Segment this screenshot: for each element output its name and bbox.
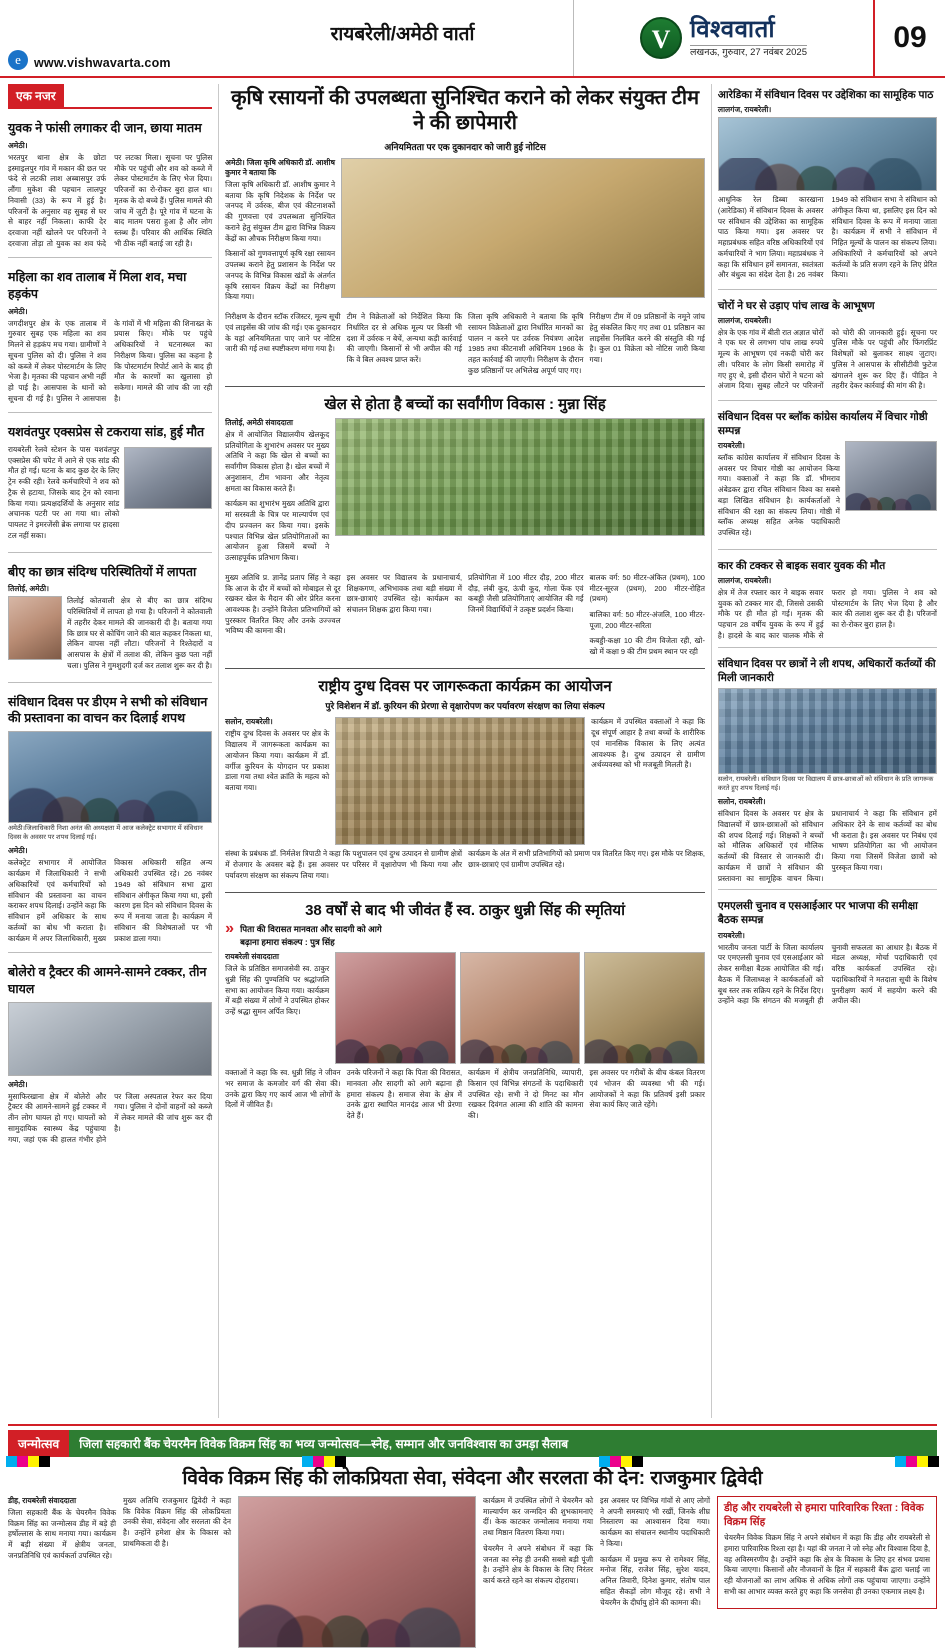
- lead-byline: अमेठी। जिला कृषि अधिकारी डॉ. आशीष कुमार ने बताया कि: [225, 158, 335, 177]
- feature-para-1: मुख्य अतिथि राजकुमार द्विवेदी ने कहा कि विवेक विक्रम सिंह की लोकप्रियता उनकी सेवा, संवेदना और सरलता की देन है। उन्होंने हमेशा क्षेत्र के विकास को प्राथमिकता दी है।: [123, 1496, 231, 1548]
- left-column: [8, 84, 212, 1418]
- column-divider-1: [218, 84, 219, 1418]
- sports-byline: तिलोई, अमेठी संवाददाता: [225, 417, 294, 427]
- cmyk-cyan-swatch-4: [895, 1456, 906, 1467]
- memorial-para-4: इस अवसर पर गरीबों के बीच कंबल वितरण एवं भोजन की व्यवस्था भी की गई। आयोजकों ने कहा कि प्रतिवर्ष इसी प्रकार सेवा कार्य किए जाते रहेंगे।: [589, 1068, 705, 1110]
- right-body-2: ब्लॉक कांग्रेस कार्यालय में संविधान दिवस के अवसर पर विचार गोष्ठी का आयोजन किया गया। वक्ताओं ने कहा कि डॉ. भीमराव अंबेडकर द्वारा रचित संविधान विश्व का सबसे बड़ा लिखित संविधान है। कार्यकर्ताओं ने संविधान की रक्षा का संकल्प लिया। गोष्ठी में ब्लॉक अध्यक्ष सहित अनेक पदाधिकारी उपस्थित रहे।: [717, 452, 840, 538]
- right-body-4: संविधान दिवस के अवसर पर क्षेत्र के विद्यालयों में छात्र-छात्राओं को संविधान की शपथ दिलाई गई। शिक्षकों ने बच्चों को मौलिक अधिकारों एवं मौलिक कर्तव्यों की विस्तार से जानकारी दी। कार्यक्रम में छात्रों ने संविधान की प्रस्तावना का सामूहिक वाचन किया। प्रधानाचार्य ने कहा कि संविधान हमें अधिकार देने के साथ कर्तव्यों का बोध भी कराता है। इस अवसर पर निबंध एवं भाषण प्रतियोगिता का भी आयोजन किया गया जिसमें विजेता छात्रों को पुरस्कृत किया गया।: [717, 809, 937, 883]
- cmyk-magenta-swatch-2: [313, 1456, 324, 1467]
- feature-sidebar-headline: डीह और रायबरेली से हमारा पारिवारिक रिश्ता : विवेक विक्रम सिंह: [724, 1502, 924, 1528]
- feature-sidebar: [717, 1496, 937, 1609]
- left-body-2: रायबरेली रेलवे स्टेशन के पास यशवंतपुर एक्सप्रेस की चपेट में आने से एक सांड की मौत हो गई। घटना के बाद कुछ देर के लिए ट्रेन रुकी रही। रेलवे कर्मचारियों ने शव को ट्रैक से हटाया, जिसके बाद ट्रेन को रवाना किया गया। प्रत्यक्षदर्शियों के अनुसार सांड अचानक पटरी पर आ गया था। लोको पायलट ने इमरजेंसी ब्रेक लगाया पर हादसा टल नहीं सका।: [8, 444, 120, 540]
- left-headline-0[interactable]: युवक ने फांसी लगाकर दी जान, छाया मातम: [8, 121, 202, 135]
- lead-para-4: जिला कृषि अधिकारी ने बताया कि कृषि रसायन विक्रेताओं द्वारा निर्धारित मानकों का पालन न करने पर उर्वरक नियंत्रण आदेश 1985 तथा कीटनाशी अधिनियम 1968 के तहत कार्रवाई की जाएगी। निरीक्षण के दौरान कुछ प्रतिष्ठानों पर अभिलेख अपूर्ण पाए गए।: [468, 312, 584, 375]
- cmyk-yellow-swatch-3: [621, 1456, 632, 1467]
- left-headline-3[interactable]: बीए का छात्र संदिग्ध परिस्थितियों में लापता: [8, 564, 197, 579]
- newspaper-logo-icon: V: [640, 17, 682, 59]
- cmyk-black-swatch-2: [335, 1456, 346, 1467]
- accident-photo: [8, 1002, 212, 1076]
- left-byline-5: अमेठी।: [8, 1079, 28, 1089]
- right-byline-0: लालगंज, रायबरेली।: [717, 105, 772, 115]
- sports-para-1: कार्यक्रम का शुभारंभ मुख्य अतिथि द्वारा मां सरस्वती के चित्र पर माल्यार्पण एवं दीप प्रज्वलन कर किया गया। इसके पश्चात विभिन्न खेल प्रतियोगिताओं का आयोजन हुआ जिसमें बच्चों ने उत्साहपूर्वक प्रतिभाग किया।: [225, 499, 330, 563]
- cmyk-yellow-swatch-2: [324, 1456, 335, 1467]
- milk-subhead: पुरे विशेशन में डॉ. कुरियन की प्रेरणा से वृक्षारोपण कर पर्यावरण संरक्षण का लिया संकल्प: [325, 701, 605, 712]
- right-headline-0[interactable]: आरेडिका में संविधान दिवस पर उद्देशिका का सामूहिक पाठ: [717, 89, 934, 101]
- dm-oath-ceremony-photo: [8, 731, 212, 823]
- feature-band-text: जिला सहकारी बैंक चेयरमैन विवेक विक्रम सिंह का भव्य जन्मोत्सव—स्नेह, सम्मान और जनविश्वास का उमड़ा सैलाब: [69, 1430, 937, 1457]
- cmyk-black-swatch: [39, 1456, 50, 1467]
- students-oath-caption: सलोन, रायबरेली। संविधान दिवस पर विद्यालय में छात्र-छात्राओं को संविधान के प्रति जागरूक करते हुए शपथ दिलाई गई।: [717, 776, 934, 792]
- sports-event-photo: [335, 418, 705, 536]
- memorial-para-3: कार्यक्रम में क्षेत्रीय जनप्रतिनिधि, व्यापारी, किसान एवं विभिन्न संगठनों के पदाधिकारी उपस्थित रहे। सभी ने दो मिनट का मौन रखकर दिवंगत आत्मा की शांति की कामना की।: [468, 1068, 584, 1120]
- sports-result-2: कबड्डी-कक्षा 10 की टीम विजेता रही, खो-खो में कक्षा 9 की टीम प्रथम स्थान पर रही: [589, 636, 705, 657]
- sports-headline[interactable]: खेल से होता है बच्चों का सर्वांगीण विकास : मुन्ना सिंह: [324, 396, 606, 414]
- ek-nazar-kicker: एक नजर: [8, 84, 64, 107]
- memorial-photo-2: [460, 952, 581, 1064]
- memorial-photo-1: [335, 952, 456, 1064]
- right-byline-3: लालगंज, रायबरेली।: [717, 576, 772, 586]
- feature-para-5: कार्यक्रम में प्रमुख रूप से रामेश्वर सिंह, मनोज सिंह, राजेश सिंह, सुरेश यादव, अनिल तिवारी, दिनेश कुमार, संतोष पाल सहित सैकड़ों लोग मौजूद रहे। सभी ने चेयरमैन के दीर्घायु होने की कामना की।: [600, 1554, 710, 1607]
- page-number: 09: [873, 0, 945, 76]
- left-headline-5[interactable]: बोलेरो व ट्रैक्टर की आमने-सामने टक्कर, तीन घायल: [8, 964, 207, 996]
- right-byline-1: लालगंज, रायबरेली।: [717, 315, 772, 325]
- feature-kicker: जन्मोत्सव: [8, 1430, 69, 1457]
- ek-nazar-kicker-bar: [8, 84, 212, 109]
- right-headline-5[interactable]: एमएलसी चुनाव व एसआईआर पर भाजपा की समीक्षा बैठक सम्पन्न: [717, 900, 918, 927]
- cmyk-yellow-swatch-4: [917, 1456, 928, 1467]
- sports-para-2: मुख्य अतिथि प्र. ज्ञानेंद्र प्रताप सिंह ने कहा कि आज के दौर में बच्चों को मोबाइल से दूर रखकर खेल के मैदान की ओर प्रेरित करना आवश्यक है। उन्होंने विजेता प्रतिभागियों को पुरस्कार वितरित किए और उनके उज्ज्वल भविष्य की कामना की।: [225, 572, 341, 636]
- cmyk-cyan-swatch: [6, 1456, 17, 1467]
- lead-para-3: टीम ने विक्रेताओं को निर्देशित किया कि निर्धारित दर से अधिक मूल्य पर किसी भी दशा में उर्वरक न बेचें, अन्यथा कड़ी कार्रवाई की जाएगी। किसानों से भी अपील की गई कि वे बिल अवश्य प्राप्त करें।: [346, 312, 463, 365]
- left-byline-3: तिलोई, अमेठी।: [8, 584, 49, 594]
- milk-day-program-photo: [335, 717, 585, 845]
- milk-headline[interactable]: राष्ट्रीय दुग्ध दिवस पर जागरूकता कार्यक्रम का आयोजन: [318, 677, 612, 695]
- feature-para-3: चेयरमैन ने अपने संबोधन में कहा कि जनता का स्नेह ही उनकी सबसे बड़ी पूंजी है। उन्होंने क्षेत्र के विकास के लिए निरंतर कार्य करते रहने का संकल्प दोहराया।: [483, 1543, 593, 1586]
- left-headline-1[interactable]: महिला का शव तालाब में मिला शव, मचा हड़कंप: [8, 269, 187, 301]
- dm-oath-photo-caption: अमेठी।जिलाधिकारी निशा अनंत की अध्यक्षता में आज कलेक्ट्रेट सभागार में संविधान दिवस के अवसर पर शपथ दिलाई गई।: [8, 825, 203, 841]
- newspaper-name: विश्ववार्ता: [689, 16, 776, 44]
- right-body-3: क्षेत्र में तेज रफ्तार कार ने बाइक सवार युवक को टक्कर मार दी, जिससे उसकी मौके पर ही मौत हो गई। मृतक की पहचान 28 वर्षीय युवक के रूप में हुई है। हादसे के बाद कार चालक मौके से फरार हो गया। पुलिस ने शव को पोस्टमार्टम के लिए भेज दिया है और कार की तलाश शुरू कर दी है। परिजनों का रो-रोकर बुरा हाल है।: [717, 588, 937, 640]
- congress-office-meeting-photo: [845, 441, 937, 511]
- right-byline-2: रायबरेली।: [717, 440, 745, 450]
- left-body-4: कलेक्ट्रेट सभागार में आयोजित कार्यक्रम में जिलाधिकारी ने सभी अधिकारियों एवं कर्मचारियों को संविधान की प्रस्तावना का वाचन कराकर शपथ दिलाई। उन्होंने कहा कि संविधान हमें अधिकार के साथ कर्तव्यों का बोध भी कराता है। कार्यक्रम में अपर जिलाधिकारी, मुख्य विकास अधिकारी सहित अन्य अधिकारी उपस्थित रहे। 26 नवंबर 1949 को संविधान सभा द्वारा संविधान अंगीकृत किया गया था, इसी कारण इस दिन को संविधान दिवस के रूप में मनाया जाता है। कार्यक्रम में संविधान की विशेषताओं पर भी प्रकाश डाला गया।: [8, 858, 213, 943]
- lead-para-2: निरीक्षण के दौरान स्टॉक रजिस्टर, मूल्य सूची एवं लाइसेंस की जांच की गई। एक दुकानदार के यहां अनियमितता पाए जाने पर नोटिस जारी की गई तथा स्पष्टीकरण मांगा गया है।: [225, 312, 341, 354]
- globe-icon: e: [8, 50, 28, 70]
- railway-station-photo: [124, 447, 212, 509]
- cmyk-magenta-swatch-4: [906, 1456, 917, 1467]
- milk-para-3: कार्यक्रम के अंत में सभी प्रतिभागियों को प्रमाण पत्र वितरित किए गए। इस मौके पर शिक्षक, छात्र-छात्राएं एवं ग्रामीण उपस्थित रहे।: [468, 849, 705, 870]
- logo-block: [573, 0, 873, 76]
- left-headline-4[interactable]: संविधान दिवस पर डीएम ने सभी को संविधान की प्रस्तावना का वाचन कर दिलाई शपथ: [8, 694, 208, 726]
- left-body-3: तिलोई कोतवाली क्षेत्र से बीए का छात्र संदिग्ध परिस्थितियों में लापता हो गया है। परिजनों ने कोतवाली में तहरीर देकर मामले की जानकारी दी है। बताया गया कि छात्र घर से कोचिंग जाने की बात कहकर निकला था, लेकिन वापस नहीं लौटा। परिजनों ने रिश्तेदारों व आसपास के क्षेत्रों में तलाश की, लेकिन कुछ पता नहीं चला। पुलिस ने गुमशुदगी दर्ज कर तलाश शुरू कर दी है।: [67, 596, 213, 670]
- page-content: [0, 78, 945, 1418]
- section-title: रायबरेली/अमेठी वार्ता: [330, 24, 475, 45]
- right-headline-4[interactable]: संविधान दिवस पर छात्रों ने ली शपथ, अधिकारों कर्तव्यों की मिली जानकारी: [717, 657, 936, 684]
- lead-para-1: किसानों को गुणवत्तापूर्ण कृषि रक्षा रसायन उपलब्ध कराने हेतु प्रशासन के निर्देश पर जनपद के विभिन्न विकास खंडों के अंतर्गत कृषि रसायन विक्रय केंद्रों का निरीक्षण किया गया।: [225, 249, 336, 302]
- left-byline-4: अमेठी।: [8, 846, 28, 856]
- cmyk-registration-strip: [0, 1448, 945, 1474]
- milk-para-1: कार्यक्रम में उपस्थित वक्ताओं ने कहा कि दूध संपूर्ण आहार है तथा बच्चों के शारीरिक एवं मानसिक विकास के लिए अत्यंत आवश्यक है। दुग्ध उत्पादन से ग्रामीण अर्थव्यवस्था को भी मजबूती मिलती है।: [591, 717, 705, 770]
- sports-result-1: बालिका वर्ग: 50 मीटर-अंजलि, 100 मीटर-पूजा, 200 मीटर-सरिता: [589, 610, 705, 630]
- website-url[interactable]: www.vishwavarta.com: [34, 56, 171, 70]
- right-body-1: क्षेत्र के एक गांव में बीती रात अज्ञात चोरों ने एक घर से लगभग पांच लाख रुपये मूल्य के आभूषण एवं नकदी चोरी कर ली। परिवार के लोग किसी समारोह में गए हुए थे, इसी दौरान चोरों ने घटना को अंजाम दिया। सुबह लौटने पर परिजनों को चोरी की जानकारी हुई। सूचना पर पुलिस मौके पर पहुंची और फिंगरप्रिंट विशेषज्ञों को बुलाकर साक्ष्य जुटाए। पुलिस ने आसपास के सीसीटीवी फुटेज खंगालने शुरू कर दिए हैं। पीड़ित ने तहरीर देकर कार्रवाई की मांग की है।: [717, 327, 937, 391]
- raid-inspection-photo: [341, 158, 705, 298]
- right-byline-5: रायबरेली।: [717, 930, 745, 940]
- milk-para-2: संस्था के प्रबंधक डॉ. निर्मलेश त्रिपाठी ने कहा कि पशुपालन एवं दुग्ध उत्पादन से ग्रामीण क्षेत्रों में रोजगार के अवसर बढ़े हैं। इस अवसर पर परिसर में वृक्षारोपण भी किया गया और पर्यावरण संरक्षण का संकल्प लिया गया।: [225, 849, 463, 880]
- lead-para-5: निरीक्षण टीम में 09 प्रतिष्ठानों के नमूने जांच हेतु संकलित किए गए तथा 01 प्रतिष्ठान का लाइसेंस निलंबित करने की संस्तुति की गई है। कुल 01 विक्रेता को नोटिस जारी किया गया।: [589, 312, 705, 365]
- cmyk-black-swatch-3: [632, 1456, 643, 1467]
- aredika-constitution-day-photo: [718, 117, 937, 191]
- left-byline-0: अमेठी।: [8, 140, 28, 150]
- memorial-para-1: वक्ताओं ने कहा कि स्व. धुन्नी सिंह ने जीवन भर समाज के कमजोर वर्ग की सेवा की। उनके द्वारा किए गए कार्य आज भी लोगों के दिलों में जीवित हैं।: [225, 1068, 341, 1110]
- students-oath-photo: [718, 688, 937, 774]
- birthday-celebration-photo: [238, 1496, 476, 1648]
- cmyk-black-swatch-4: [928, 1456, 939, 1467]
- left-body-0: भरतपुर थाना क्षेत्र के छोटा इस्माइलपुर गांव में मकान की छत पर फंदे से लटकी लाश अब्बासपुर उर्फ लौंगा मुकेश की पहचान लालपुर निवासी (33) के रूप में हुई है। परिजनों के अनुसार वह सुबह से घर से बाहर नहीं निकला। काफी देर दरवाजा नहीं खोलने पर परिजनों ने दरवाजा तोड़ा तो युवक का शव फंदे पर लटका मिला। सूचना पर पुलिस मौके पर पहुंची और शव को कब्जे में लेकर पोस्टमार्टम के लिए भेज दिया। परिजनों का रो-रोकर बुरा हाल था। मृतक के दो बच्चे हैं। पुलिस मामले की जांच में जुटी है। पूरे गांव में घटना के बाद मातम पसरा हुआ है और लोग स्तब्ध हैं। परिवार की आर्थिक स्थिति भी ठीक नहीं बताई जा रही है।: [8, 152, 213, 248]
- cmyk-yellow-swatch: [28, 1456, 39, 1467]
- sports-para-4: प्रतियोगिता में 100 मीटर दौड़, 200 मीटर दौड़, लंबी कूद, ऊंची कूद, गोला फेंक एवं कबड्डी जैसी प्रतियोगिताएं आयोजित की गईं जिनमें विद्यार्थियों ने उत्कृष्ट प्रदर्शन किया।: [468, 572, 584, 614]
- right-byline-4: सलोन, रायबरेली।: [717, 797, 766, 807]
- right-column: [718, 84, 937, 1418]
- cmyk-magenta-swatch-3: [610, 1456, 621, 1467]
- milk-byline: सलोन, रायबरेली।: [225, 717, 273, 727]
- left-headline-2[interactable]: यशवंतपुर एक्सप्रेस से टकराया सांड, हुई मौत: [8, 425, 205, 440]
- cmyk-cyan-swatch-2: [302, 1456, 313, 1467]
- right-headline-1[interactable]: चोरों ने घर से उड़ाए पांच लाख के आभूषण: [717, 299, 875, 312]
- lead-subhead: अनियमितता पर एक दुकानदार को जारी हुई नोटिस: [384, 142, 546, 152]
- sports-para-3: इस अवसर पर विद्यालय के प्रधानाचार्य, शिक्षकगण, अभिभावक तथा बड़ी संख्या में छात्र-छात्राएं उपस्थित रहे। कार्यक्रम का संचालन शिक्षक द्वारा किया गया।: [346, 572, 463, 614]
- sports-result-0: बालक वर्ग: 50 मीटर-अंकित (प्रथम), 100 मीटर-सूरज (प्रथम), 200 मीटर-रोहित (प्रथम): [589, 572, 705, 604]
- feature-title[interactable]: विवेक विक्रम सिंह की लोकप्रियता सेवा, संवेदना और सरलता की देन: राजकुमार द्विवेदी: [182, 1468, 763, 1489]
- memorial-para-2: उनके परिजनों ने कहा कि पिता की विरासत, मानवता और सादगी को आगे बढ़ाना ही हमारा संकल्प है। समाज सेवा के क्षेत्र में उनके द्वारा स्थापित मानदंड आज भी प्रेरणा देते हैं।: [346, 1068, 463, 1120]
- right-headline-2[interactable]: संविधान दिवस पर ब्लॉक कांग्रेस कार्यालय में विचार गोष्ठी सम्पन्न: [717, 410, 928, 437]
- lead-para-0: जिला कृषि अधिकारी डॉ. आशीष कुमार ने बताया कि कृषि निदेशक के निर्देश पर जनपद में उर्वरक, बीज एवं कीटनाशकों की गुणवत्ता एवं उपलब्धता सुनिश्चित कराने हेतु संयुक्त टीम द्वारा विभिन्न विक्रय केंद्रों का औचक निरीक्षण किया गया।: [225, 180, 336, 243]
- left-body-1: जगदीशपुर क्षेत्र के एक तालाब में गुरुवार सुबह एक महिला का शव मिलने से हड़कंप मच गया। ग्रामीणों ने सूचना पुलिस को दी। पुलिस ने शव को कब्जे में लेकर पोस्टमार्टम के लिए भेजा है। मृतका की पहचान अभी नहीं हो पाई है। आसपास के थानों को सूचना दी गई है। पुलिस ने आसपास के गांवों में भी महिला की शिनाख्त के प्रयास किए। मौके पर पहुंचे अधिकारियों ने घटनास्थल का निरीक्षण किया। पुलिस का कहना है कि पोस्टमार्टम रिपोर्ट आने के बाद ही मौत के कारणों का खुलासा हो सकेगा। मामले की जांच की जा रही है।: [8, 318, 213, 403]
- column-divider-2: [711, 84, 712, 1418]
- sports-para-0: क्षेत्र में आयोजित विद्यालयीय खेलकूद प्रतियोगिता के शुभारंभ अवसर पर मुख्य अतिथि ने कहा कि खेल से बच्चों का सर्वांगीण विकास होता है। खेल बच्चों में अनुशासन, टीम भावना और नेतृत्व क्षमता का विकास करते हैं।: [225, 429, 330, 493]
- feature-sidebar-body: चेयरमैन विवेक विक्रम सिंह ने अपने संबोधन में कहा कि डीह और रायबरेली से हमारा पारिवारिक रिश्ता रहा है। यहां की जनता ने जो स्नेह और विश्वास दिया है, वह अविस्मरणीय है। उन्होंने कहा कि क्षेत्र के विकास के लिए हर संभव प्रयास किया जाएगा। किसानों और नौजवानों के हित में सहकारी बैंक द्वारा चलाई जा रही योजनाओं का लाभ अधिक से अधिक लोगों तक पहुंचाया जाएगा। उन्होंने सभी का आभार व्यक्त करते हुए कहा कि जनसेवा ही उनका एकमात्र लक्ष्य है।: [724, 1533, 930, 1596]
- memorial-byline: रायबरेली संवाददाता: [225, 952, 279, 962]
- section-title-wrap: [232, 0, 573, 76]
- left-byline-1: अमेठी।: [8, 306, 28, 316]
- quote-icon: »: [225, 920, 235, 938]
- lead-headline[interactable]: कृषि रसायनों की उपलब्धता सुनिश्चित कराने को लेकर संयुक्त टीम ने की छापेमारी: [231, 87, 700, 134]
- feature-para-0: जिला सहकारी बैंक के चेयरमैन विवेक विक्रम सिंह का जन्मोत्सव डीह में बड़े ही हर्षोल्लास के साथ मनाया गया। कार्यक्रम में बड़ी संख्या में क्षेत्रीय जनता, जनप्रतिनिधि एवं कार्यकर्ता उपस्थित रहे।: [8, 1508, 116, 1560]
- memorial-para-0: जिले के प्रतिष्ठित समाजसेवी स्व. ठाकुर धुन्नी सिंह की पुण्यतिथि पर श्रद्धांजलि सभा का आयोजन किया गया। कार्यक्रम में बड़ी संख्या में लोगों ने उपस्थित होकर उन्हें श्रद्धा सुमन अर्पित किए।: [225, 964, 330, 1016]
- right-headline-3[interactable]: कार की टक्कर से बाइक सवार युवक की मौत: [717, 559, 886, 572]
- masthead: [0, 0, 945, 78]
- feature-para-2: कार्यक्रम में उपस्थित लोगों ने चेयरमैन को माल्यार्पण कर जन्मदिन की शुभकामनाएं दीं। केक काटकर जन्मोत्सव मनाया गया तथा मिष्ठान वितरण किया गया।: [483, 1496, 593, 1538]
- left-body-5: मुसाफिरखाना क्षेत्र में बोलेरो और ट्रैक्टर की आमने-सामने हुई टक्कर में तीन लोग घायल हो गए। घायलों को सामुदायिक स्वास्थ्य केंद्र पहुंचाया गया, जहां एक की हालत गंभीर होने पर जिला अस्पताल रेफर कर दिया गया। पुलिस ने दोनों वाहनों को कब्जे में लेकर मामले की जांच शुरू कर दी है।: [8, 1091, 213, 1144]
- memorial-headline[interactable]: 38 वर्षों से बाद भी जीवंत हैं स्व. ठाकुर धुन्नी सिंह की स्मृतियां: [305, 901, 626, 919]
- memorial-pullquote: पिता की विरासत मानवता और सादगी को आगे बढ़ाना हमारा संकल्प : पुत्र सिंह: [240, 924, 382, 947]
- missing-student-photo: [8, 596, 62, 660]
- cmyk-magenta-swatch: [17, 1456, 28, 1467]
- right-body-0: आधुनिक रेल डिब्बा कारखाना (आरेडिका) में संविधान दिवस के अवसर पर संविधान की उद्देशिका का सामूहिक पाठ किया गया। इस अवसर पर महाप्रबंधक सहित वरिष्ठ अधिकारियों एवं कर्मचारियों ने भाग लिया। महाप्रबंधक ने कहा कि संविधान हमें समानता, स्वतंत्रता और बंधुत्व का संदेश देता है। 26 नवंबर 1949 को संविधान सभा ने संविधान को अंगीकृत किया था, इसलिए इस दिन को संविधान दिवस के रूप में मनाया जाता है। कार्यक्रम में सभी ने संविधान में निहित मूल्यों के पालन का संकल्प लिया। अधिकारियों ने कर्मचारियों को अपने कर्तव्यों के प्रति सजग रहने के लिए प्रेरित किया।: [717, 195, 937, 280]
- masthead-left: [0, 0, 232, 76]
- feature-para-4: इस अवसर पर विभिन्न गांवों से आए लोगों ने अपनी समस्याएं भी रखीं, जिनके शीघ्र निस्तारण का आश्वासन दिया गया। कार्यक्रम का संचालन स्थानीय पदाधिकारी ने किया।: [600, 1496, 710, 1548]
- middle-column: [225, 84, 705, 1418]
- edition-date: लखनऊ, गुरुवार, 27 नवंबर 2025: [689, 47, 807, 59]
- memorial-photo-3: [584, 952, 705, 1064]
- milk-para-0: राष्ट्रीय दुग्ध दिवस के अवसर पर क्षेत्र के विद्यालय में जागरूकता कार्यक्रम का आयोजन किया गया। कार्यक्रम में डॉ. वर्गीज कुरियन के योगदान पर प्रकाश डाला गया तथा श्वेत क्रांति के महत्व को बताया गया।: [225, 729, 330, 793]
- right-body-5: भारतीय जनता पार्टी के जिला कार्यालय पर एमएलसी चुनाव एवं एसआईआर को लेकर समीक्षा बैठक आयोजित की गई। बैठक में जिलाध्यक्ष ने कार्यकर्ताओं को बूथ स्तर तक सक्रिय रहने के निर्देश दिए। उन्होंने कहा कि संगठन की मजबूती ही चुनावी सफलता का आधार है। बैठक में मंडल अध्यक्ष, मोर्चा पदाधिकारी एवं वरिष्ठ कार्यकर्ता उपस्थित रहे। पदाधिकारियों ने मतदाता सूची के विशेष पुनरीक्षण कार्य में सहयोग करने की अपील की।: [717, 942, 937, 1006]
- cmyk-cyan-swatch-3: [599, 1456, 610, 1467]
- feature-byline: डीह, रायबरेली संवाददाता: [8, 1496, 77, 1505]
